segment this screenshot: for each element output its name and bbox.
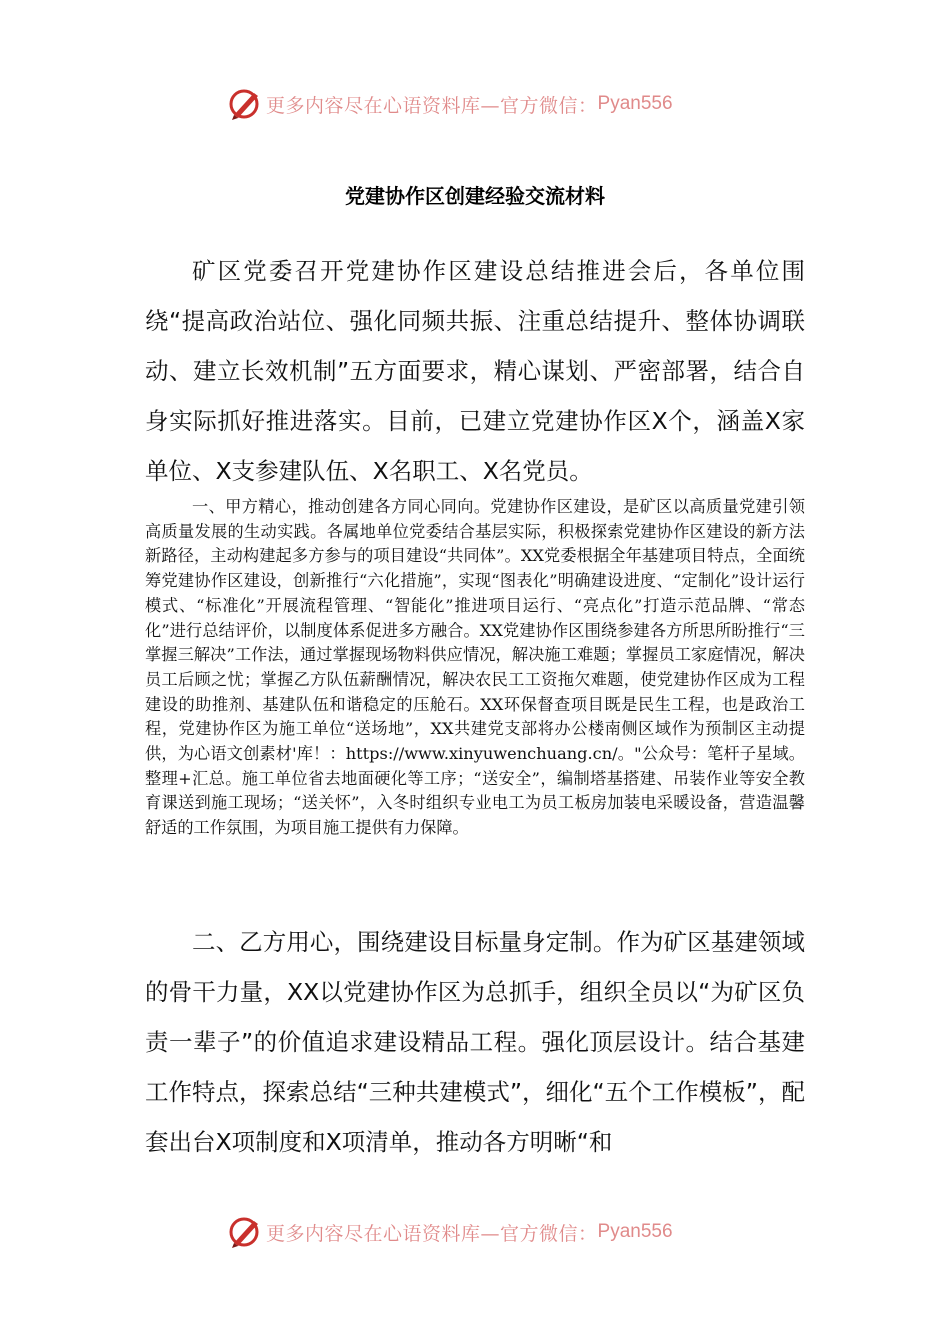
- banner-wechat-id: Pyan556: [597, 93, 673, 114]
- section-two-paragraph: 二、乙方用心，围绕建设目标量身定制。作为矿区基建领域的骨干力量，XX以党建协作区为总抓手，组织全员以“为矿区负责一辈子”的价值追求建设精品工程。强化顶层设计。结合基建工作特点，探索总结“三种共建模式”，细化“五个工作模板”，配套出台X项制度和X项清单，推动各方明晰“和: [145, 928, 805, 1156]
- pen-logo-icon: [228, 87, 262, 121]
- pen-logo-icon: [228, 1215, 262, 1249]
- document-title: 党建协作区创建经验交流材料: [345, 184, 605, 208]
- banner-text: 更多内容尽在心语资料库—官方微信：: [266, 1222, 598, 1245]
- footer-watermark-banner: [228, 1212, 748, 1252]
- section-one-paragraph: 一、甲方精心，推动创建各方同心同向。党建协作区建设，是矿区以高质量党建引领高质量发展的生动实践。各属地单位党委结合基层实际，积极探索党建协作区建设的新方法新路径，主动构建起多方参与的项目建设“共同体”。XX党委根据全年基建项目特点，全面统筹党建协作区建设，创新推行“六化措施”，实现“图表化”明确建设进度、“定制化”设计运行模式、“标准化”开展流程管理、“智能化”推进项目运行、“亮点化”打造示范品牌、“常态化”进行总结评价，以制度体系促进多方融合。XX党建协作区围绕参建各方所思所盼推行“三掌握三解决”工作法，通过掌握现场物料供应情况，解决施工难题；掌握员工家庭情况，解决员工后顾之忧；掌握乙方队伍薪酬情况，解决农民工工资拖欠难题，使党建协作区成为工程建设的助推剂、基建队伍和谐稳定的压舱石。XX环保督查项目既是民生工程，也是政治工程，党建协作区为施工单位“送场地”，XX共建党支部将办公楼南侧区域作为预制区主动提供，为心语文创素材'库！：https://www.xinyuwenchuang.cn/。"公众号：笔杆子星域。整理+汇总。施工单位省去地面硬化等工序；“送安全”，编制塔基搭建、吊装作业等安全教育课送到施工现场；“送关怀”，入冬时组织专业电工为员工板房加装电采暖设备，营造温馨舒适的工作氛围，为项目施工提供有力保障。: [145, 497, 805, 838]
- banner-wechat-id: Pyan556: [597, 1221, 673, 1242]
- banner-text: 更多内容尽在心语资料库—官方微信：: [266, 94, 598, 117]
- intro-paragraph: 矿区党委召开党建协作区建设总结推进会后，各单位围绕“提高政治站位、强化同频共振、注重总结提升、整体协调联动、建立长效机制”五方面要求，精心谋划、严密部署，结合自身实际抓好推进落实。目前，已建立党建协作区X个，涵盖X家单位、X支参建队伍、X名职工、X名党员。: [145, 257, 805, 485]
- header-watermark-banner: [228, 84, 748, 124]
